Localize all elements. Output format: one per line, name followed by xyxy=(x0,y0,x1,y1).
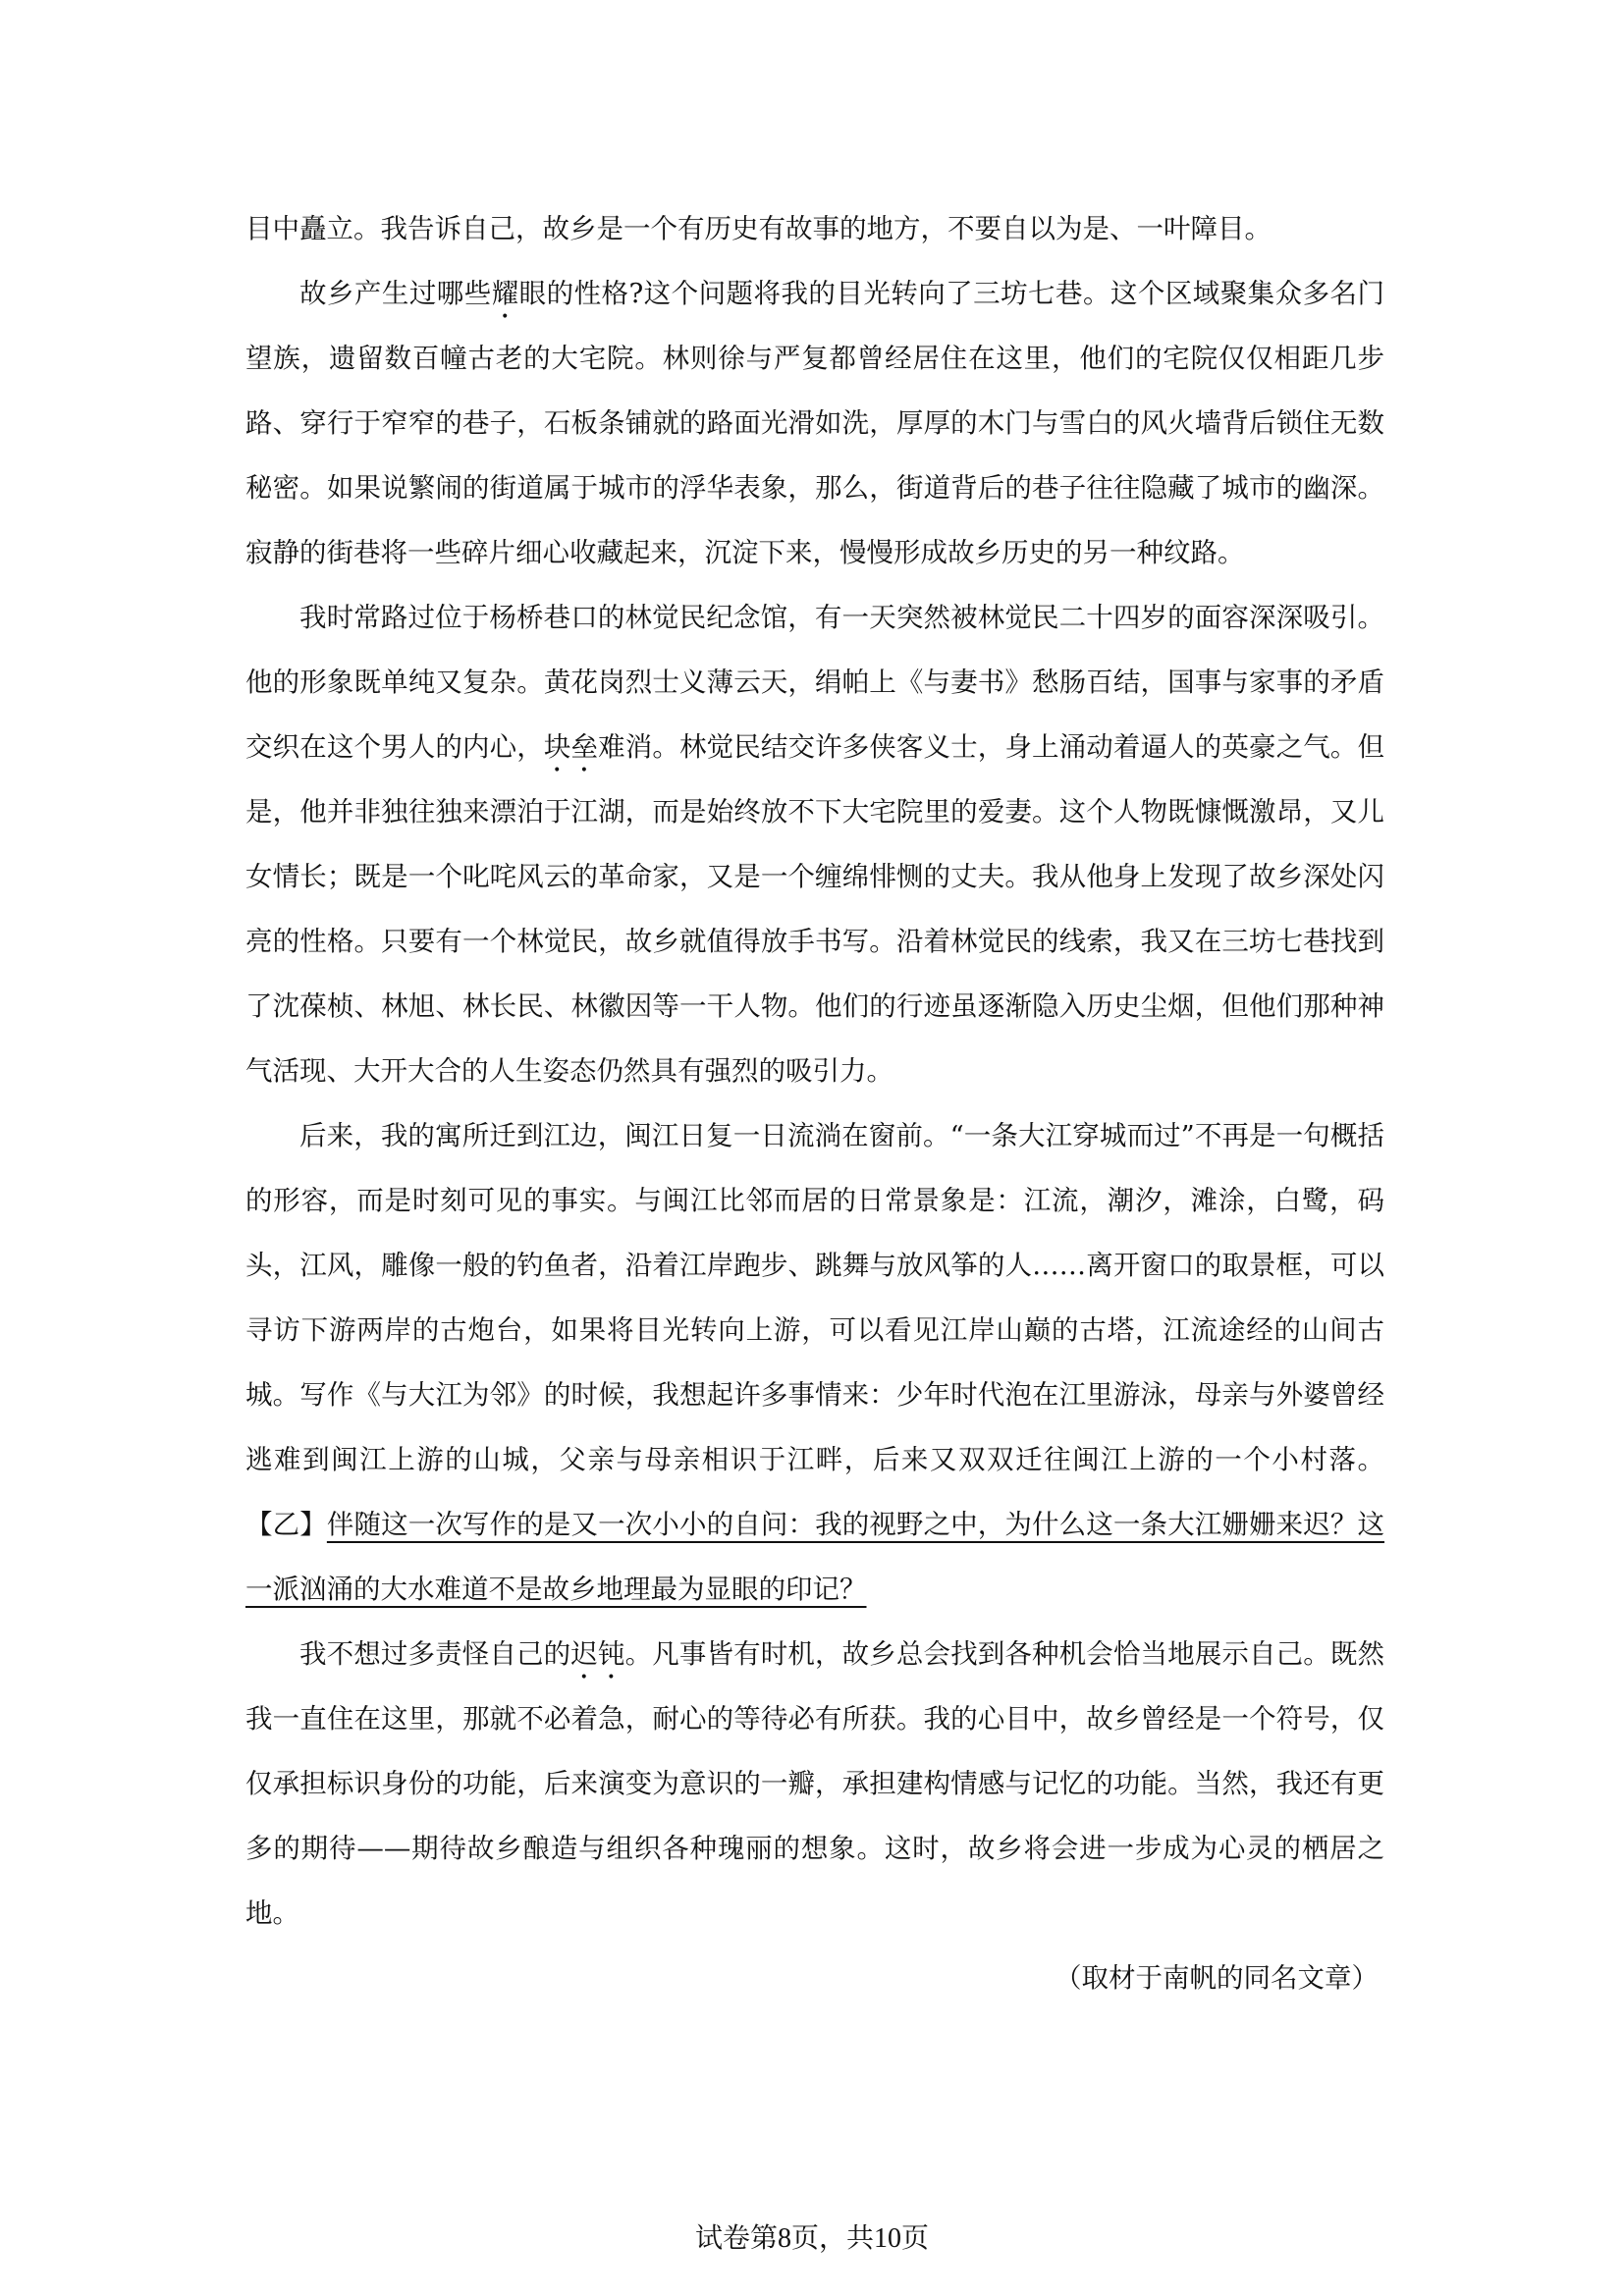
page-footer: 试卷第8页，共10页 xyxy=(694,2223,929,2254)
paragraph-3 xyxy=(245,585,1384,1103)
text-segment: 后来，我的寓所迁到江边，闽江日复一日流淌在窗前。“一条大江穿城而过”不再是一句概括的形容，而是时刻可见的事实。与闽江比邻而居的日常景象是：江流，潮汐，滩涂，白鹭，码头，江风，雕像一般的钓鱼者，沿着江岸跑步、跳舞与放风筝的人……离开窗口的取景框，可以寻访下游两岸的古炮台，如果将目光转向上游，可以看见江岸山巅的古塔，江流途经的山间古城。写作《与大江为邻》的时候，我想起许多事情来：少年时代泡在江里游泳，母亲与外婆曾经逃难到闽江上游的山城，父亲与母亲相识于江畔，后来又双双迁往闽江上游的一个小村落。 xyxy=(245,1120,1384,1475)
underlined-sentence: 伴随这一次写作的是又一次小小的自问：我的视野之中，为什么这一条大江姗姗来迟？这一派汹涌的大水难道不是故乡地理最为显眼的印记？ xyxy=(245,1509,1385,1605)
article-body xyxy=(245,196,1384,2010)
paragraph-5 xyxy=(245,1622,1384,1946)
text-segment: 。凡事皆有时机，故乡总会找到各种机会恰当地展示自己。既然我一直住在这里，那就不必着急，耐心的等待必有所获。我的心目中，故乡曾经是一个符号，仅仅承担标识身份的功能，后来演变为意识的一瓣，承担建构情感与记忆的功能。当然，我还有更多的期待——期待故乡酿造与组织各种瑰丽的想象。这时，故乡将会进一步成为心灵的栖居之地。 xyxy=(245,1638,1385,1929)
text-segment: 眼的性格?这个问题将我的目光转向了三坊七巷。这个区域聚集众多名门望族，遗留数百幢古老的大宅院。林则徐与严复都曾经居住在这里，他们的宅院仅仅相距几步路、穿行于窄窄的巷子，石板条铺就的路面光滑如洗，厚厚的木门与雪白的风火墙背后锁住无数秘密。如果说繁闹的街道属于城市的浮华表象，那么，街道背后的巷子往往隐藏了城市的幽深。寂静的街巷将一些碎片细心收藏起来，沉淀下来，慢慢形成故乡历史的另一种纹路。 xyxy=(245,278,1385,568)
text-segment: 我不想过多责怪自己的 xyxy=(299,1638,571,1670)
emphasis-dot-char: 钝 xyxy=(597,1638,625,1670)
paragraph-1: 目中矗立。我告诉自己，故乡是一个有历史有故事的地方，不要自以为是、一叶障目。 xyxy=(245,213,1272,244)
paragraph-2 xyxy=(245,261,1384,585)
emphasis-dot-char: 耀 xyxy=(491,278,519,309)
paragraph-4 xyxy=(245,1103,1384,1622)
text-segment: 故乡产生过哪些 xyxy=(299,278,492,309)
emphasis-dot-char: 迟 xyxy=(570,1638,598,1670)
emphasis-dot-char: 块 xyxy=(543,731,571,763)
source-attribution: （取材于南帆的同名文章） xyxy=(1055,1962,1379,1994)
text-segment: 我时常路过位于杨桥巷口的林觉民纪念馆，有一天突然被林觉民二十四岁的面容深深吸引。他的形象既单纯又复杂。黄花岗烈士义薄云天，绢帕上《与妻书》愁肠百结，国事与家事的矛盾交织在这个男人的内心， xyxy=(245,602,1384,763)
emphasis-dot-char: 垒 xyxy=(570,731,599,763)
text-segment: 难消。林觉民结交许多侠客义士，身上涌动着逼人的英豪之气。但是，他并非独往独来漂泊于江湖，而是始终放不下大宅院里的爱妻。这个人物既慷慨激昂，又儿女情长；既是一个叱咤风云的革命家，又是一个缠绵悱恻的丈夫。我从他身上发现了故乡深处闪亮的性格。只要有一个林觉民，故乡就值得放手书写。沿着林觉民的线索，我又在三坊七巷找到了沈葆桢、林旭、林长民、林徽因等一干人物。他们的行迹虽逐渐隐入历史尘烟，但他们那种神气活现、大开大合的人生姿态仍然具有强烈的吸引力。 xyxy=(245,731,1385,1087)
marker-yi: 【乙】 xyxy=(245,1509,327,1540)
